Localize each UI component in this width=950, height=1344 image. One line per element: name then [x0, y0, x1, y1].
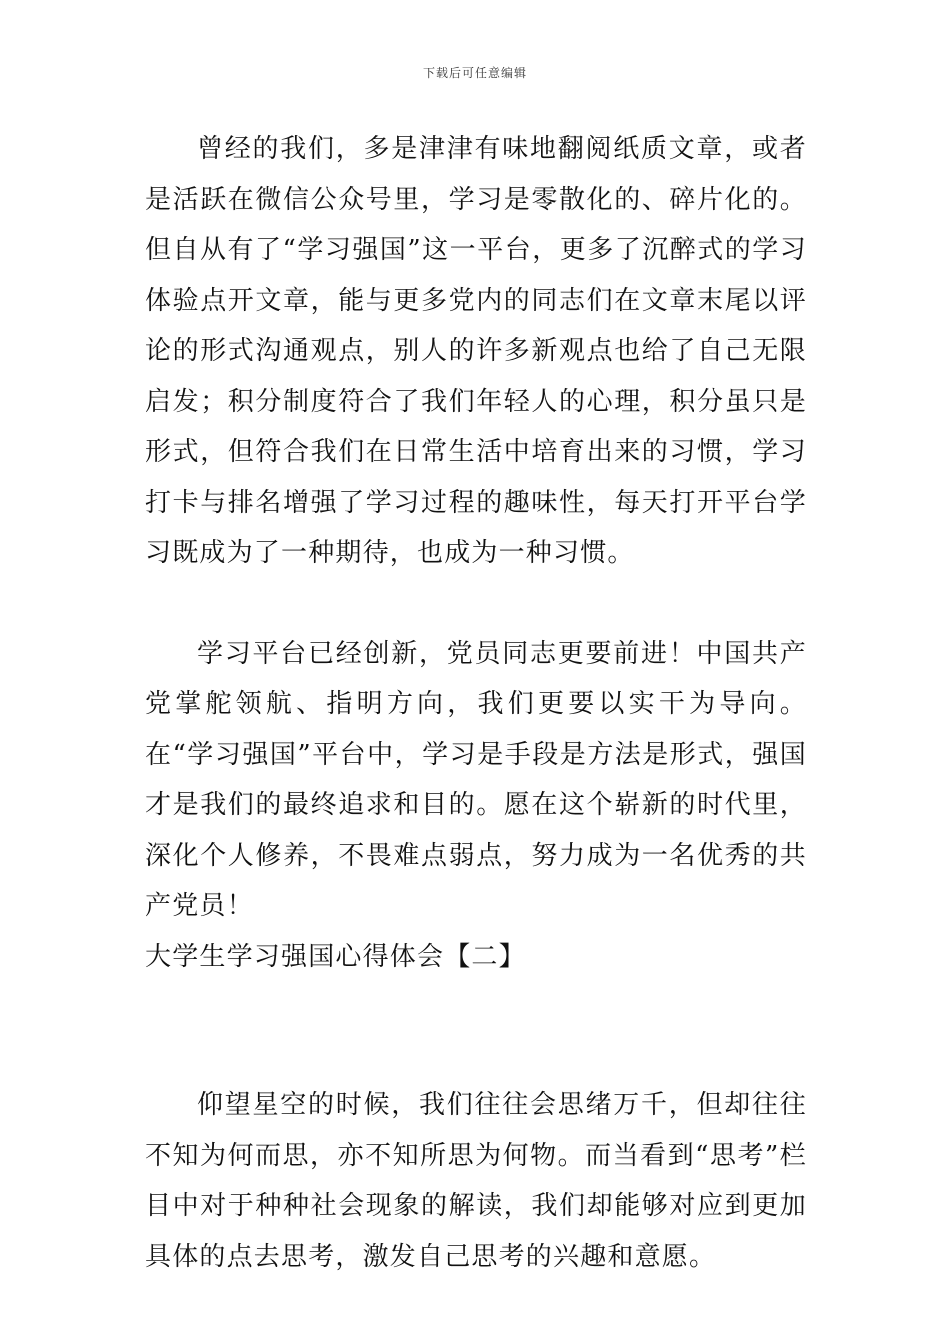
document-body: [145, 124, 807, 1282]
section-title: 大学生学习强国心得体会【二】: [145, 941, 526, 972]
paragraph: 学习平台已经创新，党员同志更要前进！中国共产党掌舵领航、指明方向，我们更要以实干为导向。在“学习强国”平台中，学习是手段是方法是形式，强国才是我们的最终追求和目的。愿在这个崭新的时代里，深化个人修养，不畏难点弱点，努力成为一名优秀的共产党员！: [145, 638, 807, 921]
page-header: 下载后可任意编辑: [422, 66, 527, 80]
paragraph: 仰望星空的时候，我们往往会思绪万千，但却往往不知为何而思，亦不知所思为何物。而当看到“思考”栏目中对于种种社会现象的解读，我们却能够对应到更加具体的点去思考，激发自己思考的兴趣和意愿。: [145, 1090, 807, 1272]
paragraph: 曾经的我们，多是津津有味地翻阅纸质文章，或者是活跃在微信公众号里，学习是零散化的、碎片化的。但自从有了“学习强国”这一平台，更多了沉醉式的学习体验点开文章，能与更多党内的同志们在文章末尾以评论的形式沟通观点，别人的许多新观点也给了自己无限启发；积分制度符合了我们年轻人的心理，积分虽只是形式，但符合我们在日常生活中培育出来的习惯，学习打卡与排名增强了学习过程的趣味性，每天打开平台学习既成为了一种期待，也成为一种习惯。: [145, 134, 807, 568]
